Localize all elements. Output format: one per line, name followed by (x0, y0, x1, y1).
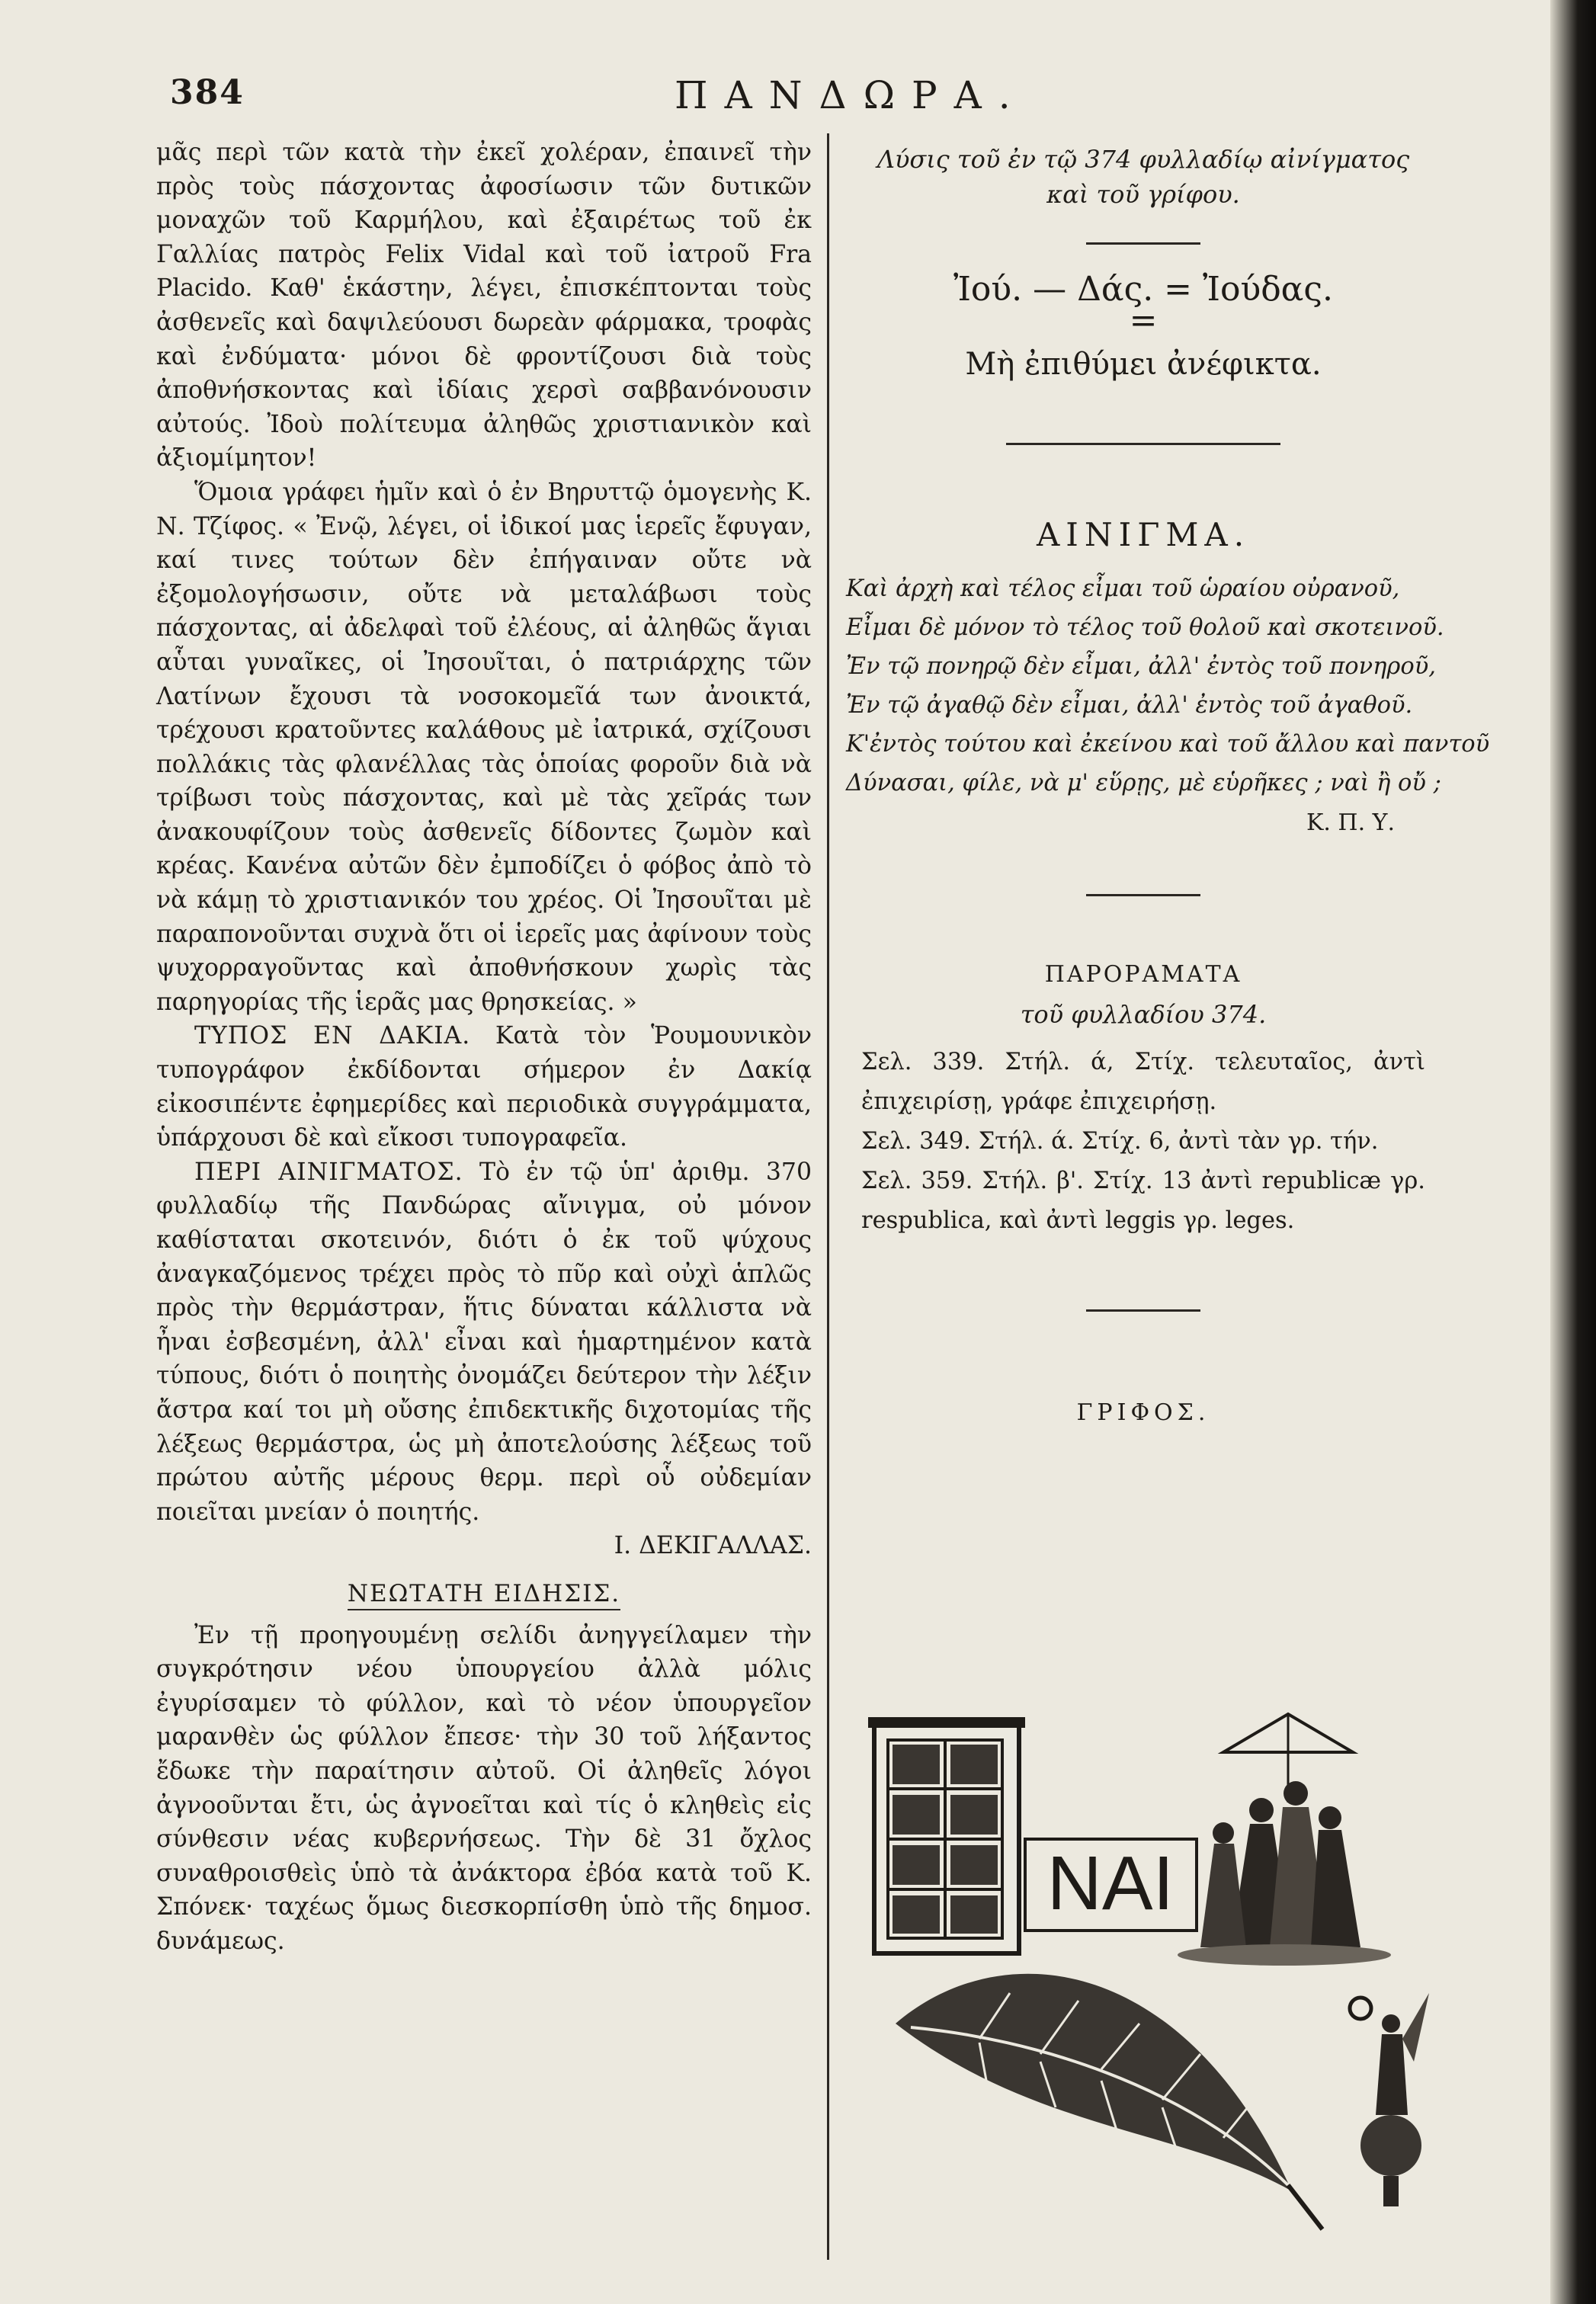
column-divider (827, 133, 829, 2260)
rebus-word: ΝΑΙ (1046, 1841, 1175, 1926)
riddle-critique-text: Τὸ ἐν τῷ ὑπ' ἀριθμ. 370 φυλλαδίῳ τῆς Πανδώρας αἴνιγμα, οὐ μόνον καθίσταται σκοτεινόν, διότι ὁ ἐκ τοῦ ψύχους ἀναγκαζόμενος τρέχει πρὸς τὸ πῦρ καὶ οὐχὶ ἁπλῶς πρὸς τὴν θερμάστραν, ἥτις δύναται κάλλιστα νὰ ἦναι ἐσβεσμένη, ἀλλ' εἶναι καὶ ἡμαρτημένον κατὰ τύπους, διότι ὁ ποιητὴς ὀνομάζει δεύτερον τὴν λέξιν ἄστρα καί τοι μὴ οὔσης ἐπιδεκτικῆς διχοτομίας τῆς λέξεως θερμάστρα, ὡς μὴ ἀποτελούσης λέξεως τοῦ πρώτου αὐτῆς μέρους θερμ. περὶ οὗ οὐδεμίαν ποιεῖται μνείαν ὁ ποιητής. (156, 1158, 812, 1526)
rebus-title: ΓΡΙΦΟΣ. (1076, 1399, 1210, 1426)
rebus-answer: Μὴ ἐπιθύμει ἀνέφικτα. (965, 347, 1322, 382)
riddle-critique-heading: ΠΕΡΙ ΑΙΝΙΓΜΑΤΟΣ. (194, 1158, 463, 1186)
riddle-signature: Κ. Π. Υ. (1306, 809, 1395, 836)
divider-rule (1086, 1309, 1200, 1312)
riddle-line: Καὶ ἀρχὴ καὶ τέλος εἶμαι τοῦ ὡραίου οὐρανοῦ, (846, 575, 1400, 602)
right-column (846, 136, 1490, 1431)
paragraph-cholera: μᾶς περὶ τῶν κατὰ τὴν ἐκεῖ χολέραν, ἐπαινεῖ τὴν πρὸς τοὺς πάσχοντας ἀφοσίωσιν τῶν δυτικῶν μοναχῶν τοῦ Καρμήλου, καὶ ἐξαιρέτως τοῦ ἐκ Γαλλίας πατρὸς Felix Vidal καὶ τοῦ ἰατροῦ Fra Placido. Καθ' ἑκάστην, λέγει, ἐπισκέπτονται τοὺς ἀσθενεῖς καὶ δαψιλεύουσι δωρεὰν φάρμακα, τροφὰς καὶ ἐνδύματα· μόνοι δὲ φροντίζουσι διὰ τοὺς ἀποθνήσκοντας καὶ ἰδίαις χερσὶ σαββανόνουσιν αὐτούς. Ἰδοὺ πολίτευμα ἀληθῶς χριστιανικὸν καὶ ἀξιομίμητον! (156, 139, 812, 473)
riddle-line: Ἐν τῷ πονηρῷ δὲν εἶμαι, ἀλλ' ἐντὸς τοῦ πονηροῦ, (846, 653, 1436, 680)
errata-list (846, 1043, 1441, 1241)
paragraph-latest-news: Ἐν τῇ προηγουμένῃ σελίδι ἀνηγγείλαμεν τὴν συγκρότησιν νέου ὑπουργείου ἀλλὰ μόλις ἐγυρίσαμεν τὸ φύλλον, καὶ τὸ νέον ὑπουργεῖον μαρανθὲν ὡς φύλλον ἔπεσε· τὴν 30 τοῦ λήξαντος ἔδωκε τὴν παραίτησιν αὐτοῦ. Οἱ ἀληθεῖς λόγοι ἀγνοοῦνται ἔτι, ὡς ἀγνοεῖται καὶ τίς ὁ κληθεὶς εἰς σύνθεσιν νέας κυβερνήσεως. Τὴν δὲ 31 ὄχλος συναθροισθεὶς ὑπὸ τὰ ἀνάκτορα ἐβόα κατὰ τοῦ Κ. Σπόνεκ· ταχέως ὅμως διεσκορπίσθη ὑπὸ τῆς δημοσ. δυνάμεως. (156, 1621, 812, 1955)
rebus-illustration (865, 1703, 1429, 2252)
riddle-verse (846, 569, 1490, 803)
riddle-line: Δύνασαι, φίλε, νὰ μ' εὕρῃς, μὲ εὑρῆκες ; ναὶ ἢ οὔ ; (846, 770, 1441, 796)
solution-title (846, 142, 1441, 212)
divider-rule (1086, 894, 1200, 896)
dacia-text: Κατὰ τὸν Ῥουμουνικὸν τυπογράφον ἐκδίδονται σήμερον ἐν Δακίᾳ εἰκοσιπέντε ἐφημερίδες καὶ περιοδικὰ συγγράμματα, ὑπάρχουσι δὲ καὶ εἴκοσι τυπογραφεῖα. (156, 1022, 812, 1152)
errata-item: Σελ. 359. Στήλ. β'. Στίχ. 13 ἀντὶ republicæ γρ. respublica, καὶ ἀντὶ leggis γρ. leges. (861, 1168, 1425, 1234)
left-column (156, 136, 812, 1958)
paragraph-dacia-press (156, 1019, 812, 1155)
equals-sign: = (1129, 301, 1158, 340)
solution-title-line1: Λύσις τοῦ ἐν τῷ 374 φυλλαδίῳ αἰνίγματος (877, 145, 1410, 174)
page-binding-shadow (1550, 0, 1596, 2304)
latest-news-title: ΝΕΩΤΑΤΗ ΕΙΔΗΣΙΣ. (348, 1580, 620, 1610)
signature-dekigallas: Ι. ΔΕΚΙΓΑΛΛΑΣ. (614, 1532, 812, 1560)
figures-icon (1178, 1714, 1391, 1966)
errata-subtitle: τοῦ φυλλαδίου 374. (1020, 1000, 1267, 1029)
paragraph-riddle-critique (156, 1155, 812, 1530)
divider-rule (1006, 443, 1280, 445)
page-header (156, 67, 1452, 128)
page-number: 384 (170, 73, 245, 112)
riddle-line: Κ'ἐντὸς τούτου καὶ ἐκείνου καὶ τοῦ ἄλλου καὶ παντοῦ (846, 731, 1490, 758)
errata-item: Σελ. 349. Στήλ. ά. Στίχ. 6, ἀντὶ τὰν γρ. τήν. (861, 1128, 1379, 1155)
riddle-line: Εἶμαι δὲ μόνον τὸ τέλος τοῦ θολοῦ καὶ σκοτεινοῦ. (846, 614, 1444, 641)
divider-rule (1086, 242, 1200, 245)
rebus-word-box (1025, 1839, 1197, 1931)
latest-news-heading (156, 1577, 812, 1611)
errata-item: Σελ. 339. Στήλ. ά, Στίχ. τελευταῖος, ἀντὶ ἐπιχειρίσῃ, γράφε ἐπιχειρήσῃ. (861, 1049, 1425, 1115)
dacia-heading: ΤΥΠΟΣ ΕΝ ΔΑΚΙΑ. (194, 1022, 471, 1050)
riddle-equation: Ἰού. — Δάς. = Ἰούδας. (953, 270, 1334, 309)
riddle-line: Ἐν τῷ ἀγαθῷ δὲν εἶμαι, ἀλλ' ἐντὸς τοῦ ἀγαθοῦ. (846, 692, 1413, 719)
paragraph-beirut: Ὅμοια γράφει ἡμῖν καὶ ὁ ἐν Βηρυττῷ ὁμογενὴς Κ. Ν. Τζίφος. « Ἐνῷ, λέγει, οἱ ἰδικοί μας ἱερεῖς ἔφυγαν, καί τινες τούτων δὲν ἐπήγαιναν οὔτε νὰ ἐξομολογήσωσιν, οὔτε νὰ μεταλάβωσι τοὺς πάσχοντας, αἱ ἀδελφαὶ τοῦ ἐλέους, αἱ ἀληθῶς ἅγιαι αὗται γυναῖκες, οἱ Ἰησουῖται, ὁ πατριάρχης τῶν Λατίνων ἔχουσι τὰ νοσοκομεῖά των ἀνοικτά, τρέχουσι κρατοῦντες καλάθους μὲ ἰατρικά, σχίζουσι πολλάκις τὰς φλανέλλας τὰς ὁποίας φοροῦν διὰ νὰ τρίβωσι τοὺς πάσχοντας, καὶ μὲ τὰς χεῖράς των ἀνακουφίζουν τοὺς ἀσθενεῖς δίδοντες ζωμὸν καὶ κρέας. Κανένα αὐτῶν δὲν ἐμποδίζει ὁ φόβος ἀπὸ τὸ νὰ κάμῃ τὸ χριστιανικόν του χρέος. Οἱ Ἰησουῖται μὲ παραπονοῦνται συχνὰ ὅτι οἱ ἱερεῖς μας ἀφίνουν τοὺς ψυχορραγοῦντας καὶ ἀποθνήσκουν χωρὶς τὰς παρηγορίας τῆς ἱερᾶς μας θρησκείας. » (156, 478, 812, 1016)
errata-title: ΠΑΡΟΡΑΜΑΤΑ (1044, 961, 1242, 988)
riddle-title: ΑΙΝΙΓΜΑ. (1036, 516, 1251, 553)
leaf-icon (896, 1974, 1322, 2229)
angel-icon (1350, 1993, 1429, 2206)
window-icon (868, 1717, 1025, 1953)
solution-title-line2: καὶ τοῦ γρίφου. (1046, 180, 1240, 209)
running-title: ΠΑΝΔΩΡΑ. (675, 73, 1027, 117)
